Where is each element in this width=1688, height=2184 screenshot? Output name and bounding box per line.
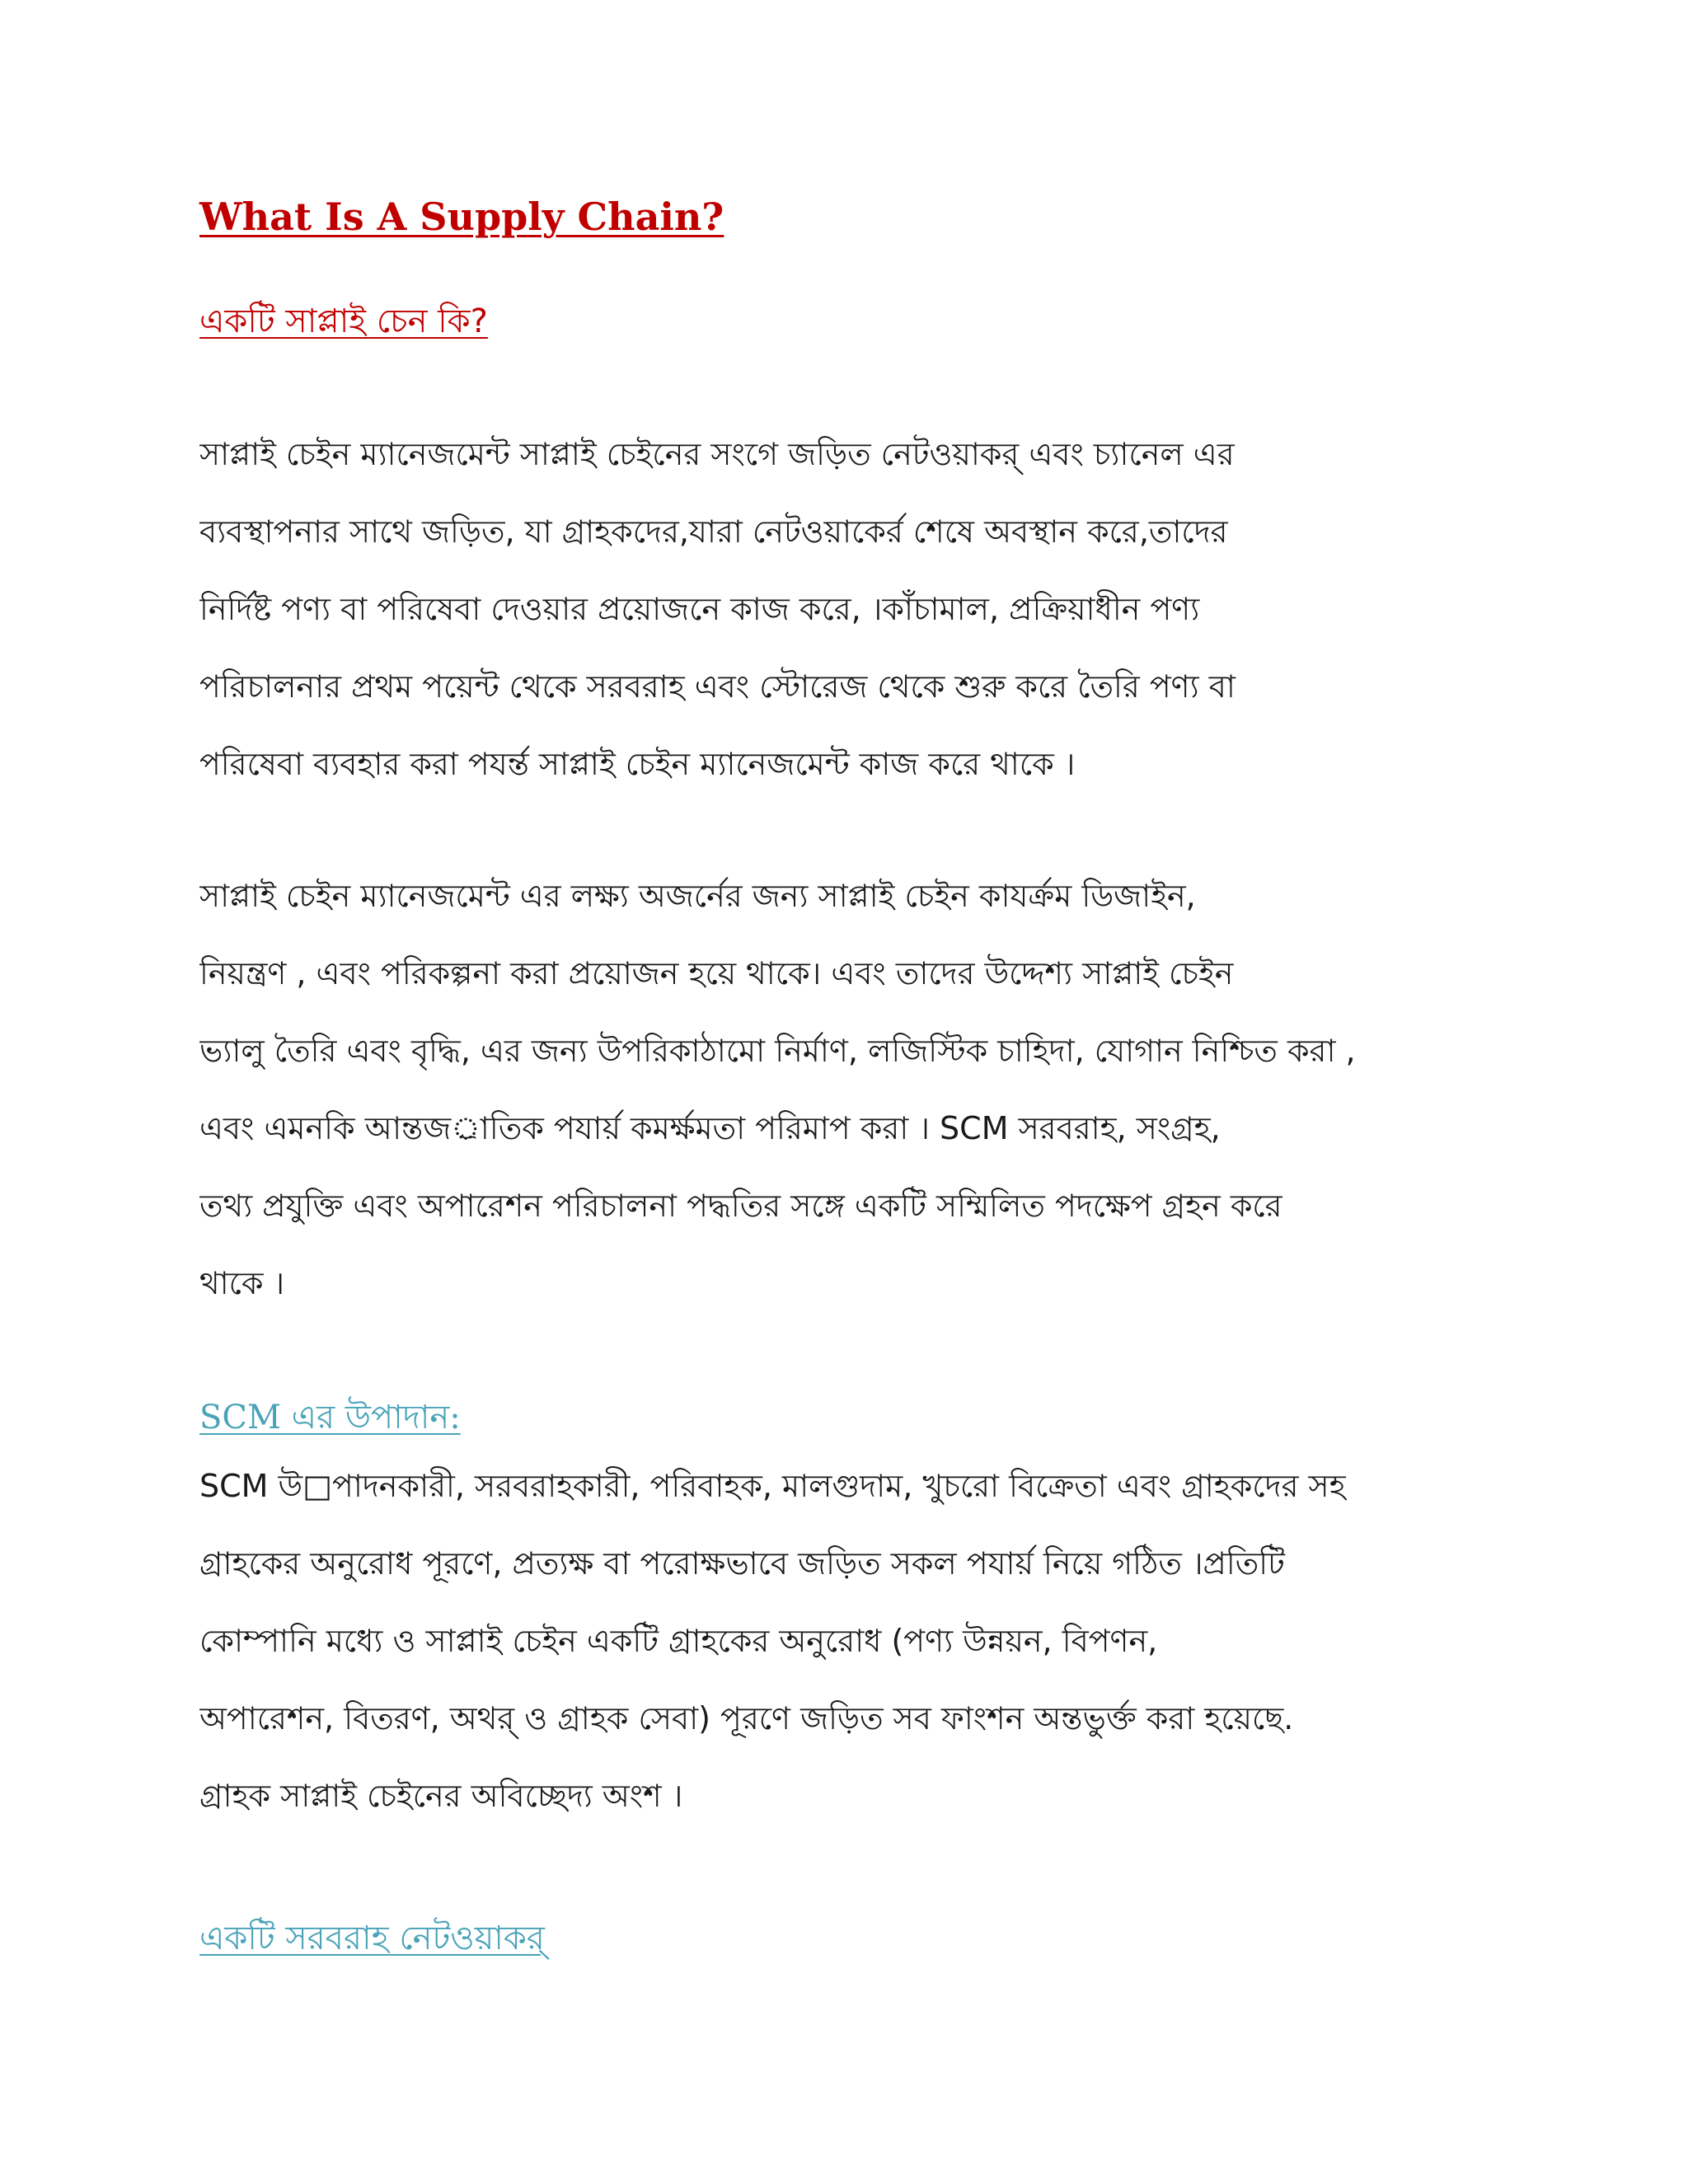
paragraph-scm-goals <box>199 857 1518 1322</box>
paragraph-line: সাপ্লাই চেইন ম্যানেজমেন্ট এর লক্ষ্য অজর্নের জন্য সাপ্লাই চেইন কাযর্ক্রম ডিজাইন, <box>199 878 1196 914</box>
section-heading-scm-components[interactable]: SCM এর উপাদান: <box>199 1399 461 1436</box>
page-subtitle-bengali: একটি সাপ্লাই চেন কি? <box>199 302 488 340</box>
paragraph-line: SCM উ□পাদনকারী, সরবরাহকারী, পরিবাহক, মালগুদাম, খুচরো বিক্রেতা এবং গ্রাহকদের সহ <box>199 1468 1346 1504</box>
paragraph-line: পরিচালনার প্রথম পয়েন্ট থেকে সরবরাহ এবং স্টোরেজ থেকে শুরু করে তৈরি পণ্য বা <box>199 668 1236 705</box>
page-title: What Is A Supply Chain? <box>199 194 724 239</box>
paragraph-line: কোম্পানি মধ্যে ও সাপ্লাই চেইন একটি গ্রাহকের অনুরোধ (পণ্য উন্নয়ন, বিপণন, <box>199 1623 1158 1659</box>
paragraph-line: এবং এমনকি আন্তজর্াতিক পযার্য় কমর্ক্ষমতা পরিমাপ করা । SCM সরবরাহ, সংগ্রহ, <box>199 1110 1221 1146</box>
paragraph-line: নির্দিষ্ট পণ্য বা পরিষেবা দেওয়ার প্রয়োজনে কাজ করে, ।কাঁচামাল, প্রক্রিয়াধীন পণ্য <box>199 591 1200 627</box>
paragraph-line: নিয়ন্ত্রণ , এবং পরিকল্পনা করা প্রয়োজন হয়ে থাকে। এবং তাদের উদ্দেশ্য সাপ্লাই চেইন <box>199 955 1234 991</box>
paragraph-line: ভ্যালু তৈরি এবং বৃদ্ধি, এর জন্য উপরিকাঠামো নির্মাণ, লজিস্টিক চাহিদা, যোগান নিশ্চিত করা , <box>199 1033 1356 1069</box>
paragraph-scm-definition <box>199 415 1518 803</box>
paragraph-line: তথ্য প্রযুক্তি এবং অপারেশন পরিচালনা পদ্ধতির সঙ্গে একটি সম্মিলিত পদক্ষেপ গ্রহন করে <box>199 1188 1282 1224</box>
paragraph-line: সাপ্লাই চেইন ম্যানেজমেন্ট সাপ্লাই চেইনের সংগে জড়িত নেটওয়াকর্ এবং চ্যানেল এর <box>199 436 1235 472</box>
paragraph-line: পরিষেবা ব্যবহার করা পযর্ন্ত সাপ্লাই চেইন ম্যানেজমেন্ট কাজ করে থাকে । <box>199 746 1076 782</box>
paragraph-line: গ্রাহক সাপ্লাই চেইনের অবিচ্ছেদ্য অংশ । <box>199 1778 683 1814</box>
paragraph-line: থাকে । <box>199 1265 285 1301</box>
paragraph-scm-components <box>199 1447 1518 1835</box>
paragraph-line: গ্রাহকের অনুরোধ পূরণে, প্রত্যক্ষ বা পরোক্ষভাবে জড়িত সকল পযার্য় নিয়ে গঠিত ।প্রতিটি <box>199 1545 1285 1582</box>
section-heading-supply-network[interactable]: একটি সরবরাহ নেটওয়াকর্ <box>199 1919 545 1957</box>
paragraph-line: ব্যবস্থাপনার সাথে জড়িত, যা গ্রাহকদের,যারা নেটওয়াকের্র শেষে অবস্থান করে,তাদের <box>199 513 1228 550</box>
paragraph-line: অপারেশন, বিতরণ, অথর্ ও গ্রাহক সেবা) পূরণে জড়িত সব ফাংশন অন্তভুর্ক্ত করা হয়েছে. <box>199 1700 1294 1736</box>
